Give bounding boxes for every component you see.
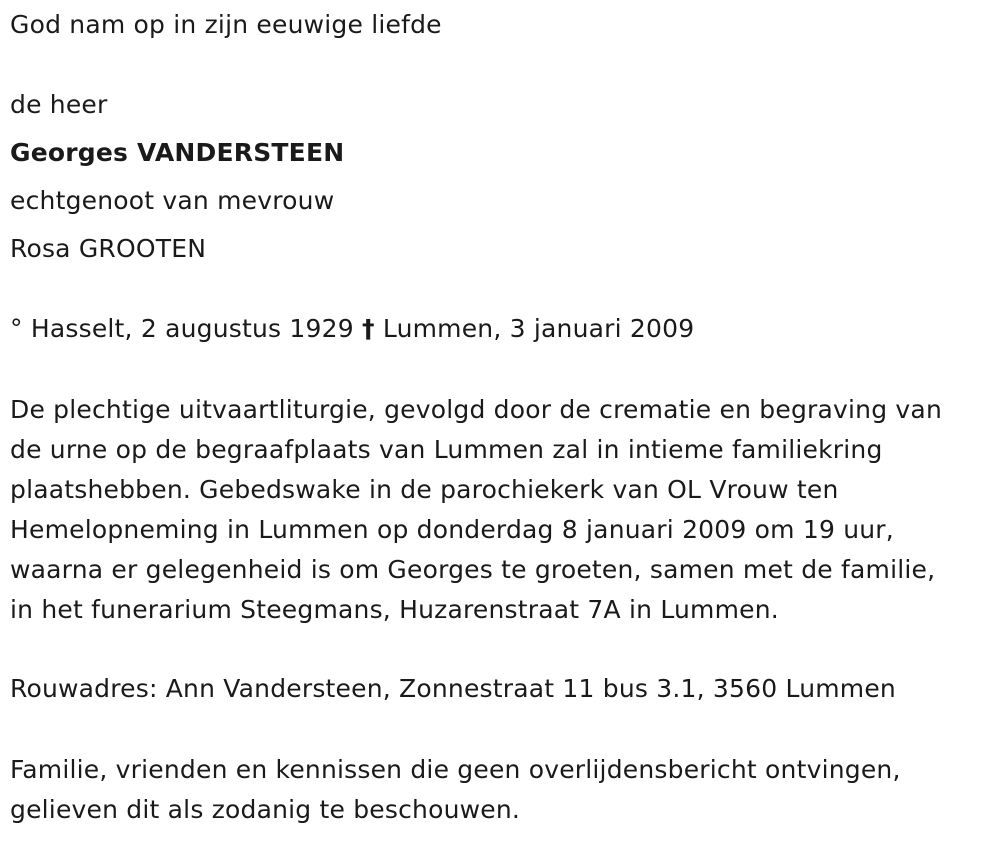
ceremony-line: de urne op de begraafplaats van Lummen zal in intieme familiekring [10,435,883,464]
birth-symbol: ° [10,314,23,343]
ceremony-line: Hemelopneming in Lummen op donderdag 8 januari 2009 om 19 uur, [10,515,894,544]
title-prefix: de heer [10,90,108,119]
ceremony-line: in het funerarium Steegmans, Huzarenstraat 7A in Lummen. [10,595,779,624]
birth-info: Hasselt, 2 augustus 1929 [30,314,354,343]
ceremony-line: plaatshebben. Gebedswake in de parochiekerk van OL Vrouw ten [10,475,839,504]
intro-text: God nam op in zijn eeuwige liefde [10,10,442,39]
ceremony-paragraph [10,390,995,630]
relation-text: echtgenoot van mevrouw [10,186,335,215]
deceased-name: Georges VANDERSTEEN [10,138,345,167]
closing-line: gelieven dit als zodanig te beschouwen. [10,795,521,824]
closing-line: Familie, vrienden en kennissen die geen overlijdensbericht ontvingen, [10,755,901,784]
cross-icon: † [362,314,375,343]
ceremony-line: waarna er gelegenheid is om Georges te groeten, samen met de familie, [10,555,936,584]
spouse-name: Rosa GROOTEN [10,234,207,263]
dates-line [10,314,694,344]
mourning-address: Rouwadres: Ann Vandersteen, Zonnestraat 11 bus 3.1, 3560 Lummen [10,674,896,703]
ceremony-line: De plechtige uitvaartliturgie, gevolgd door de crematie en begraving van [10,395,942,424]
closing-paragraph [10,750,995,830]
death-info: Lummen, 3 januari 2009 [382,314,695,343]
